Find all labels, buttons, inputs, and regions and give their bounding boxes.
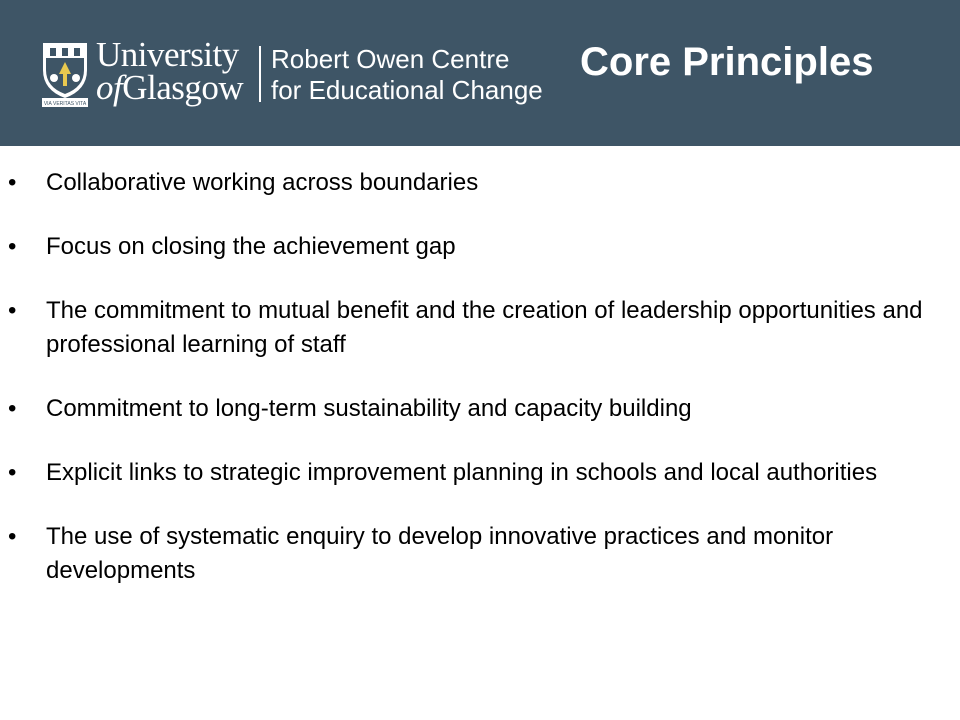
bullet-text: Focus on closing the achievement gap — [46, 233, 456, 260]
bullet-item — [0, 520, 960, 588]
wordmark-of: of — [96, 68, 123, 107]
bullet-item — [0, 456, 960, 490]
university-crest-icon — [40, 40, 90, 108]
bullet-item — [0, 230, 960, 264]
bullet-item — [0, 294, 960, 362]
header-banner — [0, 0, 960, 146]
bullet-text: The commitment to mutual benefit and the creation of leadership opportunities and professional learning of staff — [46, 297, 923, 358]
bullet-item — [0, 392, 960, 426]
bullet-symbol: • — [8, 169, 17, 196]
bullet-text: The use of systematic enquiry to develop innovative practices and monitor developments — [46, 523, 834, 584]
centre-name-line2: for Educational Change — [271, 75, 543, 105]
bullet-list — [0, 166, 960, 618]
crest-motto: VIA VERITAS VITA — [43, 101, 87, 107]
wordmark-glasgow: Glasgow — [122, 68, 244, 107]
bullet-item — [0, 166, 960, 200]
centre-name — [271, 44, 543, 106]
bullet-symbol: • — [8, 233, 17, 260]
wordmark-line1: University — [96, 35, 239, 74]
bullet-symbol: • — [8, 395, 17, 422]
bullet-text: Collaborative working across boundaries — [46, 169, 479, 196]
bullet-text: Commitment to long-term sustainability and capacity building — [46, 395, 692, 422]
bullet-symbol: • — [8, 459, 17, 486]
wordmark-line2 — [96, 70, 243, 106]
bullet-symbol: • — [8, 297, 17, 324]
slide-title: Core Principles — [580, 40, 874, 84]
bullet-symbol: • — [8, 523, 17, 550]
bullet-text: Explicit links to strategic improvement planning in schools and local authorities — [46, 459, 878, 486]
logo-divider — [259, 46, 261, 102]
university-wordmark — [96, 35, 244, 107]
centre-name-line1: Robert Owen Centre — [271, 44, 510, 74]
